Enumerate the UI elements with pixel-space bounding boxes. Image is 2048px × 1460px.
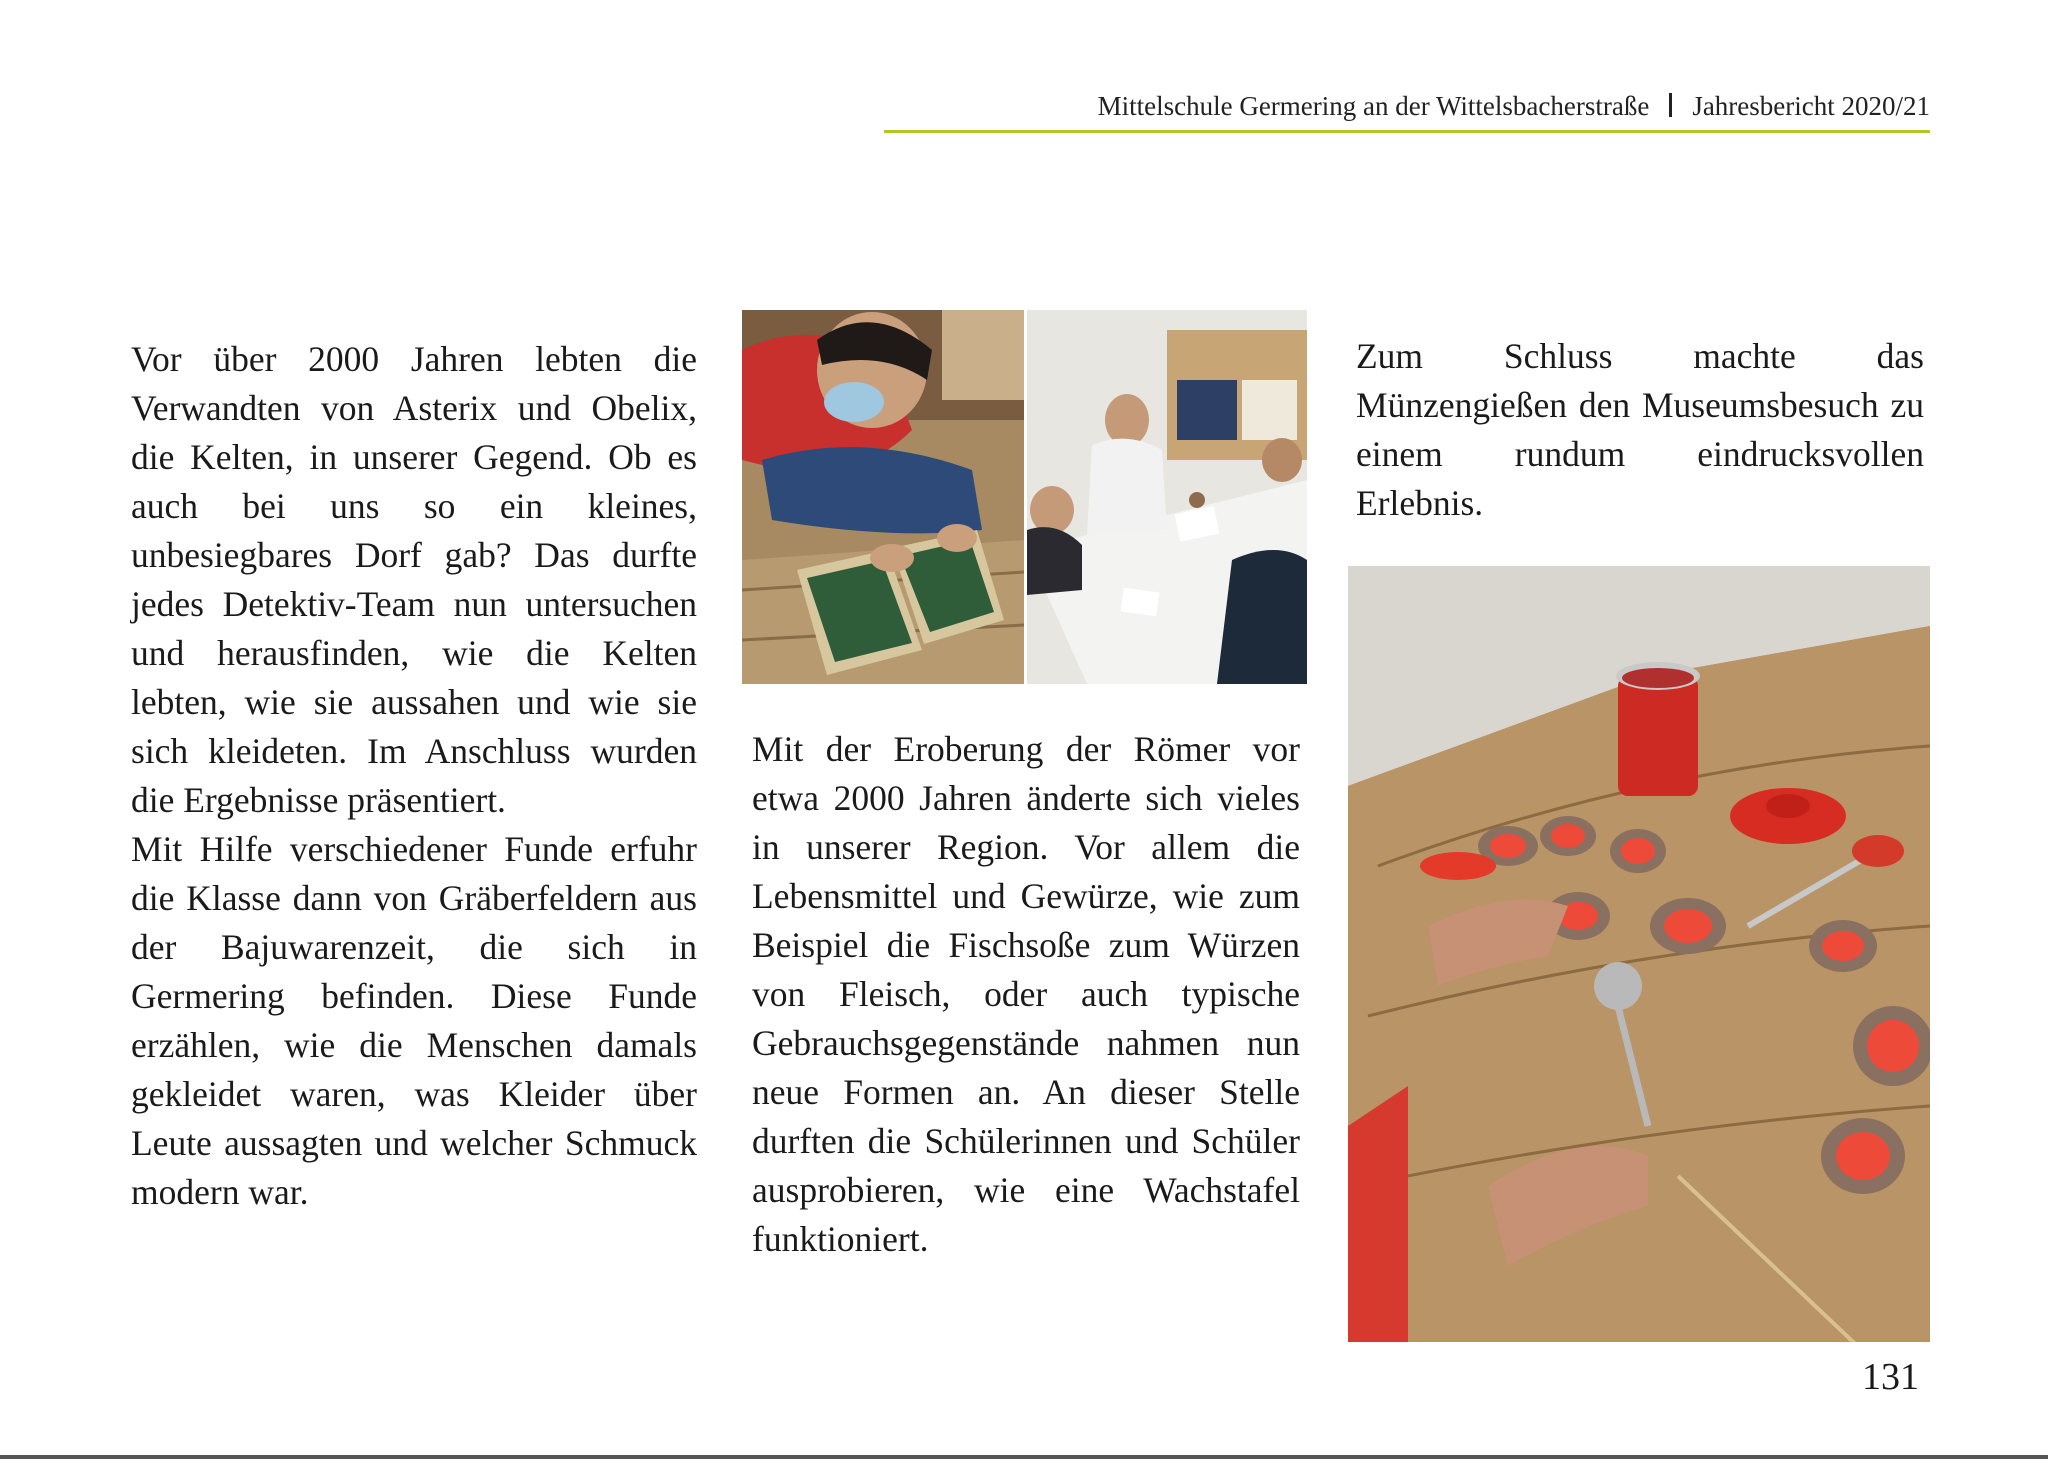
paragraph-coin-casting: Zum Schluss machte das Münzengießen den Museumsbesuch zu einem rundum eindrucksvollen Erlebnis.	[1356, 336, 1924, 523]
page-number: 131	[1862, 1356, 1919, 1398]
paragraph-romans: Mit der Eroberung der Römer vor etwa 2000 Jahren änderte sich vieles in unserer Region. Vor allem die Lebensmittel und Gewürze, wie zum Beispiel die Fischsoße zum Würzen von Fleisch, oder auch typische Gebrauchsgegenstände nahmen nun neue Formen an. An dieser Stelle durften die Schülerinnen und Schüler ausprobieren, wie eine Wachstafel funktioniert.	[752, 729, 1300, 1259]
text-column-middle	[752, 725, 1300, 1264]
text-column-right	[1356, 332, 1924, 528]
paragraph-celts: Vor über 2000 Jahren lebten die Verwandten von Asterix und Obelix, die Kelten, in unserer Gegend. Ob es auch bei uns so ein kleines, unbesiegbares Dorf gab? Das durfte jedes Detektiv-Team nun untersuchen und herausfinden, wie die Kelten lebten, wie sie aussahen und wie sie sich kleideten. Im Anschluss wurden die Ergebnisse präsentiert.	[131, 339, 697, 820]
text-column-left	[131, 335, 697, 1217]
photo-wax-tablet-boy	[742, 310, 1024, 684]
header-separator	[1669, 93, 1672, 117]
photo-students-at-table	[1027, 310, 1307, 684]
header-report: Jahresbericht 2020/21	[1692, 91, 1930, 121]
bottom-rule	[0, 1455, 2048, 1459]
header-school: Mittelschule Germering an der Wittelsbacherstraße	[1097, 91, 1650, 121]
page-header	[884, 88, 1930, 133]
paragraph-bajuwaren: Mit Hilfe verschiedener Funde erfuhr die Klasse dann von Gräberfeldern aus der Bajuwarenzeit, die sich in Germering befinden. Diese Funde erzählen, wie die Menschen damals gekleidet waren, was Kleider über Leute aussagten und welcher Schmuck modern war.	[131, 829, 697, 1212]
photo-coin-casting	[1348, 566, 1930, 1342]
